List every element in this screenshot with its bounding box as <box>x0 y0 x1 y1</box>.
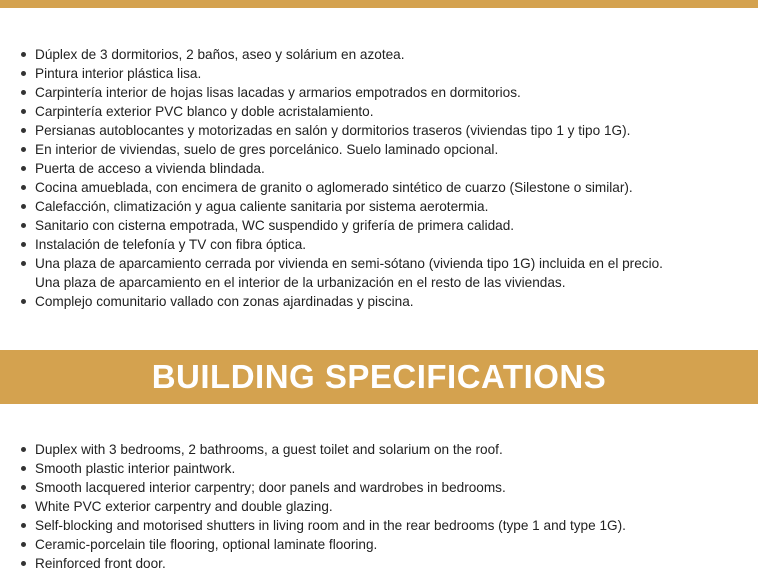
english-specifications-list <box>20 440 750 573</box>
list-item: Calefacción, climatización y agua caliente sanitaria por sistema aerotermia. <box>20 197 750 216</box>
list-item-parking <box>20 254 750 292</box>
list-item: Persianas autoblocantes y motorizadas en salón y dormitorios traseros (viviendas tipo 1 y tipo 1G). <box>20 121 750 140</box>
list-item: Pintura interior plástica lisa. <box>20 64 750 83</box>
list-item: Cocina amueblada, con encimera de granito o aglomerado sintético de cuarzo (Silestone o similar). <box>20 178 750 197</box>
list-item: Carpintería exterior PVC blanco y doble acristalamiento. <box>20 102 750 121</box>
parking-line-2: Una plaza de aparcamiento en el interior de la urbanización en el resto de las viviendas. <box>35 275 566 290</box>
list-item: Complejo comunitario vallado con zonas ajardinadas y piscina. <box>20 292 750 311</box>
spanish-specifications-list <box>20 45 750 311</box>
building-specifications-banner <box>0 350 758 404</box>
list-item: Dúplex de 3 dormitorios, 2 baños, aseo y solárium en azotea. <box>20 45 750 64</box>
list-item: En interior de viviendas, suelo de gres porcelánico. Suelo laminado opcional. <box>20 140 750 159</box>
parking-line-1: Una plaza de aparcamiento cerrada por vivienda en semi-sótano (vivienda tipo 1G) incluida en el precio. <box>35 256 663 271</box>
top-accent-band <box>0 0 758 8</box>
list-item: Smooth plastic interior paintwork. <box>20 459 750 478</box>
list-item: Puerta de acceso a vivienda blindada. <box>20 159 750 178</box>
list-item: Reinforced front door. <box>20 554 750 573</box>
list-item: Carpintería interior de hojas lisas lacadas y armarios empotrados en dormitorios. <box>20 83 750 102</box>
list-item: Duplex with 3 bedrooms, 2 bathrooms, a guest toilet and solarium on the roof. <box>20 440 750 459</box>
section-title: BUILDING SPECIFICATIONS <box>151 358 607 395</box>
list-item: Self-blocking and motorised shutters in living room and in the rear bedrooms (type 1 and type 1G). <box>20 516 750 535</box>
list-item: White PVC exterior carpentry and double glazing. <box>20 497 750 516</box>
list-item: Ceramic-porcelain tile flooring, optional laminate flooring. <box>20 535 750 554</box>
list-item: Instalación de telefonía y TV con fibra óptica. <box>20 235 750 254</box>
list-item: Smooth lacquered interior carpentry; door panels and wardrobes in bedrooms. <box>20 478 750 497</box>
list-item: Sanitario con cisterna empotrada, WC suspendido y grifería de primera calidad. <box>20 216 750 235</box>
